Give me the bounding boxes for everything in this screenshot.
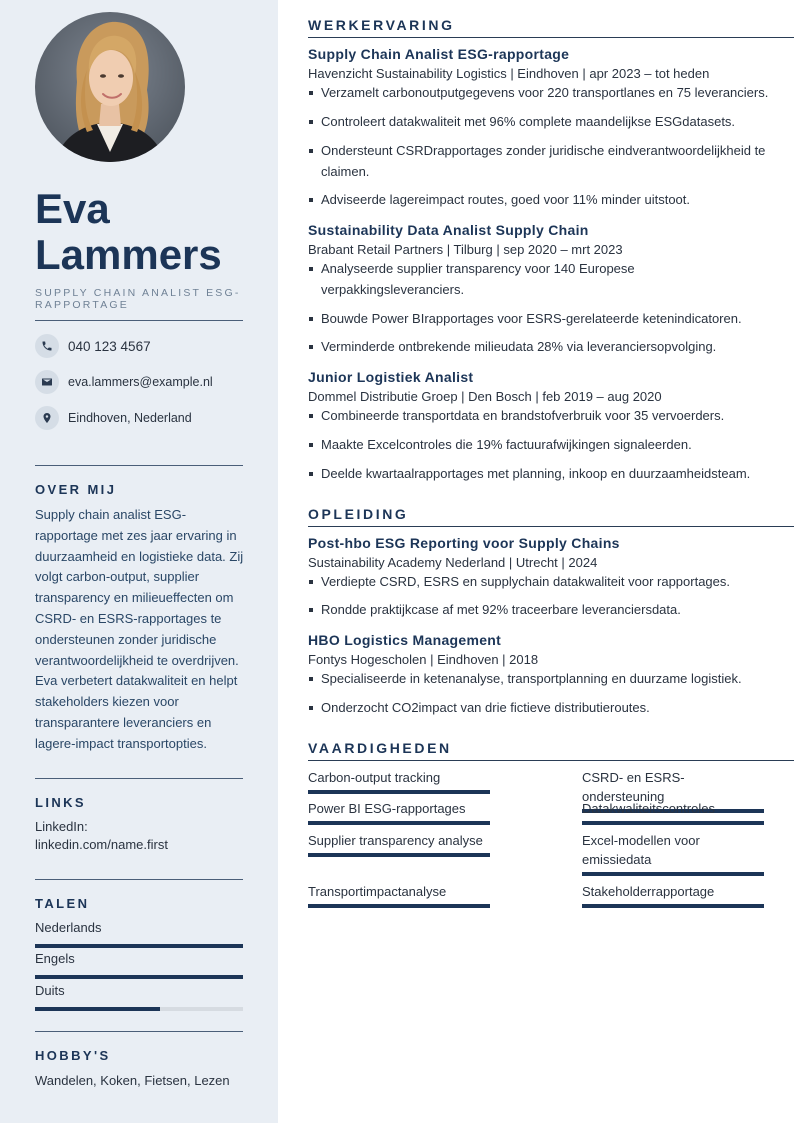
first-name: Eva	[35, 185, 110, 232]
job-meta: Brabant Retail Partners | Tilburg | sep 2020 – mrt 2023	[308, 242, 623, 257]
education-meta: Sustainability Academy Nederland | Utrecht | 2024	[308, 555, 598, 570]
language-name: Nederlands	[35, 920, 102, 935]
education-title: HBO Logistics Management	[308, 632, 502, 648]
skill-item: Power BI ESG-rapportages	[308, 799, 490, 825]
candidate-name	[35, 186, 265, 278]
skill-item: Carbon-output tracking	[308, 768, 490, 794]
job-bullet: Controleert datakwaliteit met 96% complete maandelijkse ESGdatasets.	[308, 112, 778, 133]
phone-icon	[35, 334, 59, 358]
skill-item: Excel-modellen voor emissiedata	[582, 831, 764, 876]
language-item	[35, 983, 243, 1011]
location-text: Eindhoven, Nederland	[68, 411, 192, 425]
phone-number: 040 123 4567	[68, 338, 151, 354]
education-bullet: Rondde praktijkcase af met 92% traceerbare leveranciersdata.	[308, 600, 778, 621]
education-bullet: Specialiseerde in ketenanalyse, transportplanning en duurzame logistiek.	[308, 669, 778, 690]
language-level-bar	[35, 975, 243, 979]
job-meta: Havenzicht Sustainability Logistics | Eindhoven | apr 2023 – tot heden	[308, 66, 710, 81]
linkedin-link[interactable]: linkedin.com/name.first	[35, 837, 168, 852]
sidebar	[0, 0, 278, 1123]
divider	[35, 320, 243, 321]
language-level-bar	[35, 944, 243, 948]
job-meta: Dommel Distributie Groep | Den Bosch | feb 2019 – aug 2020	[308, 389, 662, 404]
job-title: Supply Chain Analist ESG-rapportage	[308, 46, 570, 62]
about-text: Supply chain analist ESG-rapportage met zes jaar ervaring in duurzaamheid en logistieke data. Zij volgt carbon-output, supplier transparency en milieueffecten om CSRD- en ESRS-rapportages te ondersteunen zonder juridische verantwoordelijkheid te overdrijven. Eva verbetert datakwaliteit en helpt stakeholders kiezen voor transparantere leveranciers en lagere-impact transportopties.	[35, 507, 244, 751]
about-heading: OVER MIJ	[35, 482, 117, 497]
education-meta: Fontys Hogescholen | Eindhoven | 2018	[308, 652, 539, 667]
profile-photo	[35, 12, 185, 162]
job-bullet: Adviseerde lagereimpact routes, goed voor 11% minder uitstoot.	[308, 190, 778, 211]
skill-item: CSRD- en ESRS-ondersteuning	[582, 768, 764, 813]
contact-phone	[35, 334, 151, 358]
language-item	[35, 951, 243, 979]
mail-icon	[35, 370, 59, 394]
skills-heading: VAARDIGHEDEN	[308, 740, 794, 761]
job-bullet: Verzamelt carbonoutputgegevens voor 220 transportlanes en 75 leveranciers.	[308, 83, 778, 104]
hobbies-heading: HOBBY'S	[35, 1048, 111, 1063]
job-bullet: Analyseerde supplier transparency voor 140 Europese verpakkingsleveranciers.	[308, 259, 648, 300]
job-bullet: Verminderde ontbrekende milieudata 28% via leveranciersopvolging.	[308, 337, 778, 358]
last-name: Lammers	[35, 231, 222, 278]
language-level-fill	[35, 1007, 160, 1011]
job-bullet: Bouwde Power BIrapportages voor ESRS-gerelateerde ketenindicatoren.	[308, 309, 778, 330]
links-block	[35, 818, 168, 854]
experience-heading: WERKERVARING	[308, 17, 794, 38]
job-bullet: Ondersteunt CSRDrapportages zonder juridische eindverantwoordelijkheid te claimen.	[308, 141, 778, 182]
skill-item: Datakwaliteitscontroles	[582, 799, 764, 825]
language-level-fill	[35, 975, 243, 979]
links-heading: LINKS	[35, 795, 86, 810]
education-heading: OPLEIDING	[308, 506, 794, 527]
divider	[35, 1031, 243, 1032]
divider	[35, 879, 243, 880]
divider	[35, 778, 243, 779]
job-title: Sustainability Data Analist Supply Chain	[308, 222, 589, 238]
job-bullet: Combineerde transportdata en brandstofverbruik voor 35 vervoerders.	[308, 406, 778, 427]
education-bullet: Verdiepte CSRD, ESRS en supplychain datakwaliteit voor rapportages.	[308, 572, 778, 593]
skill-item: Supplier transparency analyse	[308, 831, 490, 857]
languages-heading: TALEN	[35, 896, 90, 911]
location-pin-icon	[35, 406, 59, 430]
hobbies-text: Wandelen, Koken, Fietsen, Lezen	[35, 1073, 230, 1088]
contact-location	[35, 406, 192, 430]
language-level-bar	[35, 1007, 243, 1011]
linkedin-label: LinkedIn:	[35, 819, 88, 834]
language-item	[35, 920, 243, 948]
divider	[35, 465, 243, 466]
email-address[interactable]: eva.lammers@example.nl	[68, 375, 213, 389]
language-level-fill	[35, 944, 243, 948]
education-bullet: Onderzocht CO2impact van drie fictieve distributieroutes.	[308, 698, 778, 719]
education-title: Post-hbo ESG Reporting voor Supply Chains	[308, 535, 620, 551]
skill-item: Stakeholderrapportage	[582, 882, 764, 908]
language-name: Engels	[35, 951, 75, 966]
language-name: Duits	[35, 983, 65, 998]
job-title: Junior Logistiek Analist	[308, 369, 474, 385]
contact-email	[35, 370, 213, 394]
job-bullet: Maakte Excelcontroles die 19% factuurafwijkingen signaleerden.	[308, 435, 778, 456]
job-title: SUPPLY CHAIN ANALIST ESG-RAPPORTAGE	[35, 287, 241, 311]
job-bullet: Deelde kwartaalrapportages met planning, inkoop en duurzaamheidsteam.	[308, 464, 778, 485]
skill-item: Transportimpactanalyse	[308, 882, 490, 908]
